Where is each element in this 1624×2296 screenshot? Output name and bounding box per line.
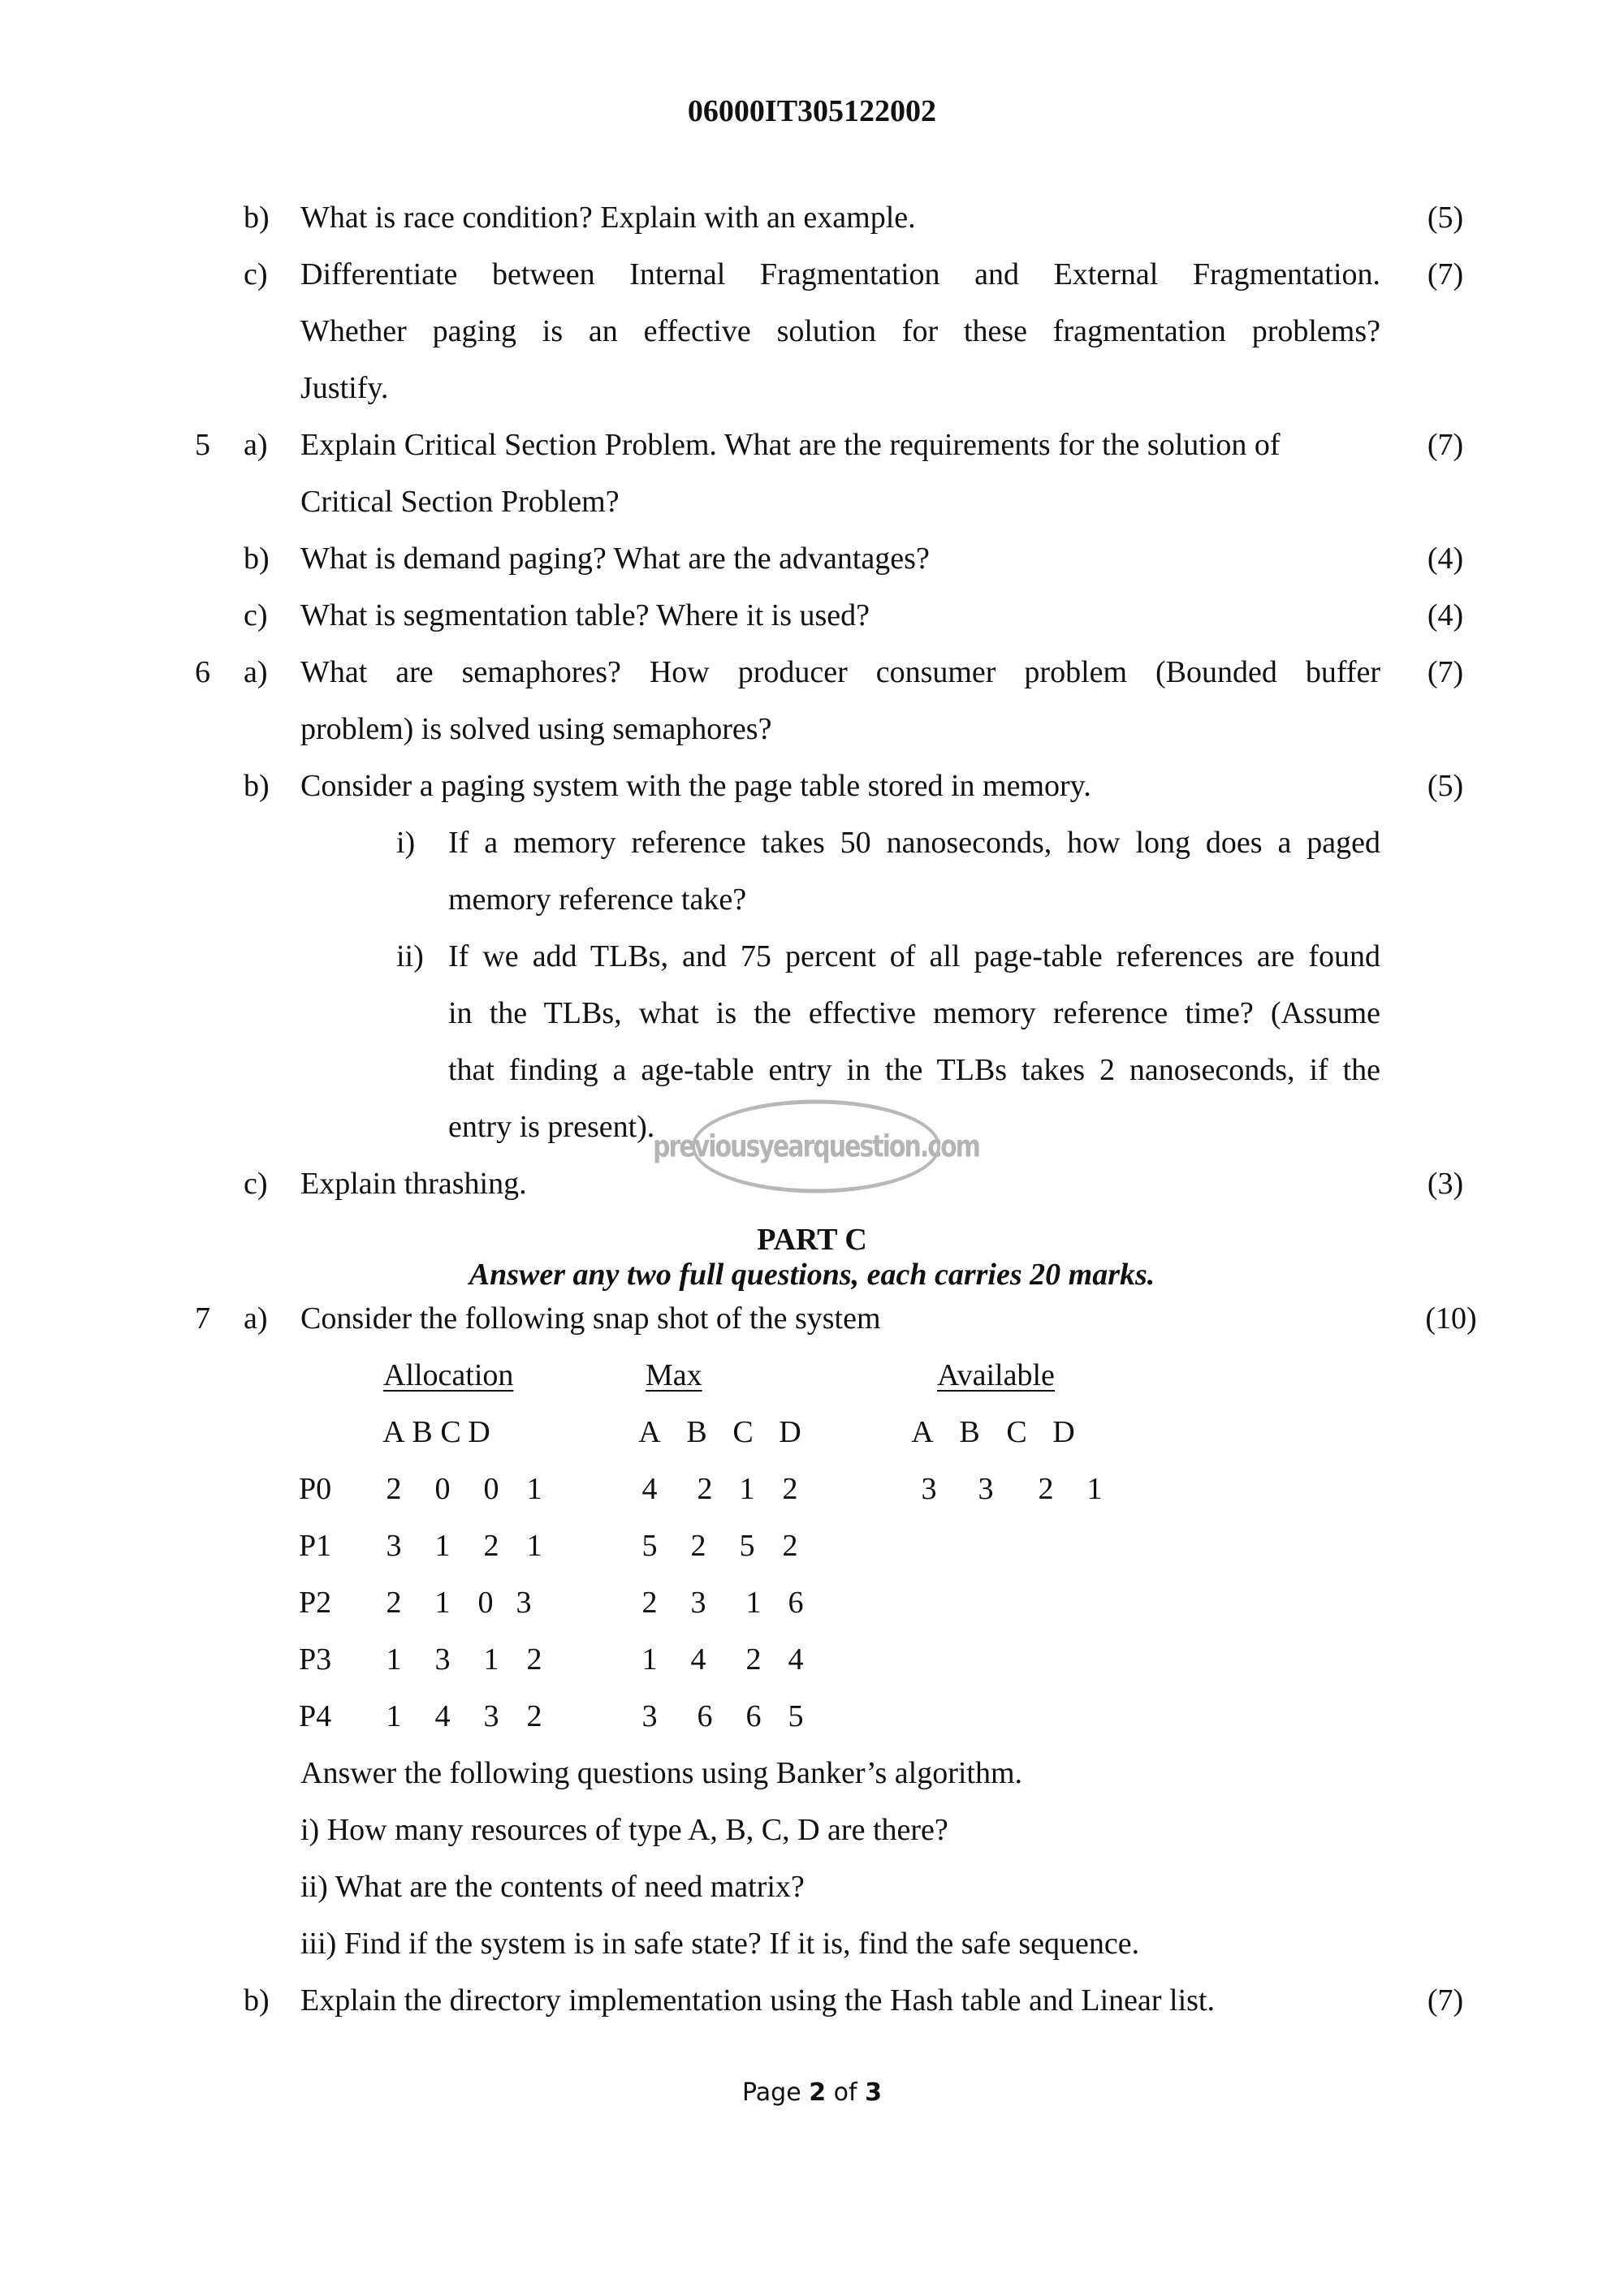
marks: (7): [1427, 1983, 1464, 2018]
page-middle: of: [826, 2078, 866, 2107]
marks: (5): [1427, 769, 1464, 803]
marks: (10): [1425, 1301, 1477, 1336]
max-value: 1: [641, 1642, 658, 1677]
resource-label: A: [911, 1415, 934, 1449]
question-label: b): [244, 1983, 270, 2018]
max-value: 4: [641, 1472, 658, 1506]
question-number: 5: [195, 428, 210, 462]
question-text-line: Justify.: [300, 371, 389, 405]
resource-label: A: [382, 1415, 405, 1449]
max-value: 4: [690, 1642, 706, 1677]
max-value: 3: [690, 1586, 706, 1620]
question-text: What is segmentation table? Where it is used?: [300, 598, 870, 632]
sub-question-text-line: that finding a age-table entry in the TLBs takes 2 nanoseconds, if the: [448, 1053, 1380, 1087]
allocation-value: 2: [386, 1586, 402, 1620]
banker-instruction: Answer the following questions using Banker’s algorithm.: [300, 1756, 1023, 1790]
table-header-allocation: Allocation: [383, 1358, 514, 1392]
question-label: a): [244, 1301, 268, 1336]
max-value: 5: [641, 1529, 658, 1563]
question-text-line: Explain Critical Section Problem. What are the requirements for the solution of: [300, 428, 1281, 462]
allocation-value: 0: [434, 1472, 451, 1506]
question-text-line: Whether paging is an effective solution for these fragmentation problems?: [300, 314, 1380, 348]
allocation-value: 2: [386, 1472, 402, 1506]
table-header-max: Max: [646, 1358, 702, 1392]
question-text-line: problem) is solved using semaphores?: [300, 712, 772, 746]
question-text: Consider the following snap shot of the system: [300, 1301, 881, 1336]
section-instruction: Answer any two full questions, each carries 20 marks.: [469, 1258, 1155, 1292]
question-label: c): [244, 1167, 268, 1201]
allocation-value: 4: [434, 1699, 451, 1733]
max-value: 2: [782, 1472, 798, 1506]
marks: (4): [1427, 542, 1464, 576]
allocation-value: 1: [434, 1529, 451, 1563]
max-value: 3: [641, 1699, 658, 1733]
question-label: a): [244, 655, 268, 689]
process-name: P3: [299, 1642, 332, 1677]
allocation-value: 1: [526, 1472, 542, 1506]
allocation-value: 2: [526, 1642, 542, 1677]
max-value: 1: [739, 1472, 755, 1506]
sub-question: iii) Find if the system is in safe state? If it is, find the safe sequence.: [300, 1927, 1140, 1961]
sub-question-text-line: entry is present).: [448, 1110, 655, 1144]
max-value: 5: [739, 1529, 755, 1563]
resource-label: D: [779, 1415, 801, 1449]
marks: (3): [1427, 1167, 1464, 1201]
sub-question: ii) What are the contents of need matrix?: [300, 1870, 805, 1904]
marks: (7): [1427, 428, 1464, 462]
max-value: 2: [745, 1642, 762, 1677]
page-footer: [0, 2078, 1624, 2107]
question-text: Explain thrashing.: [300, 1167, 527, 1201]
max-value: 6: [788, 1586, 804, 1620]
resource-label: B: [412, 1415, 433, 1449]
resource-label: D: [468, 1415, 490, 1449]
sub-question-text-line: memory reference take?: [448, 883, 747, 917]
marks: (7): [1427, 655, 1464, 689]
available-value: 2: [1038, 1472, 1054, 1506]
allocation-value: 0: [483, 1472, 499, 1506]
question-number: 6: [195, 655, 210, 689]
table-header-available: Available: [937, 1358, 1055, 1392]
allocation-value: 3: [434, 1642, 451, 1677]
question-number: 7: [195, 1301, 210, 1336]
question-label: b): [244, 201, 270, 235]
sub-question-text-line: If we add TLBs, and 75 percent of all page-table references are found: [448, 939, 1380, 973]
watermark-text: previousyearquestion.com: [653, 1129, 979, 1164]
page-prefix: Page: [742, 2078, 810, 2107]
process-name: P0: [299, 1472, 332, 1506]
resource-label: C: [1006, 1415, 1027, 1449]
allocation-value: 1: [386, 1642, 402, 1677]
question-text: What is demand paging? What are the advantages?: [300, 542, 930, 576]
allocation-value: 3: [386, 1529, 402, 1563]
allocation-value: 3: [483, 1699, 499, 1733]
marks: (4): [1427, 598, 1464, 632]
question-label: b): [244, 769, 270, 803]
allocation-value: 2: [526, 1699, 542, 1733]
max-value: 4: [788, 1642, 804, 1677]
available-value: 3: [978, 1472, 994, 1506]
allocation-value: 0: [477, 1586, 494, 1620]
question-text-line: Critical Section Problem?: [300, 485, 620, 519]
available-value: 1: [1086, 1472, 1103, 1506]
allocation-value: 2: [483, 1529, 499, 1563]
sub-question-text-line: If a memory reference takes 50 nanoseconds, how long does a paged: [448, 826, 1380, 860]
marks: (5): [1427, 201, 1464, 235]
sub-question-label: ii): [396, 939, 424, 973]
allocation-value: 1: [483, 1642, 499, 1677]
page-total: 3: [865, 2078, 882, 2107]
max-value: 2: [697, 1472, 713, 1506]
allocation-value: 1: [434, 1586, 451, 1620]
allocation-value: 1: [526, 1529, 542, 1563]
allocation-value: 1: [386, 1699, 402, 1733]
question-text-line: What are semaphores? How producer consumer problem (Bounded buffer: [300, 655, 1380, 689]
marks: (7): [1427, 257, 1464, 291]
sub-question-text-line: in the TLBs, what is the effective memory reference time? (Assume: [448, 996, 1380, 1030]
process-name: P1: [299, 1529, 332, 1563]
resource-label: B: [959, 1415, 980, 1449]
question-label: b): [244, 542, 270, 576]
section-title: PART C: [757, 1223, 867, 1257]
max-value: 6: [697, 1699, 713, 1733]
max-value: 2: [782, 1529, 798, 1563]
sub-question-label: i): [396, 826, 416, 860]
question-text-line: Differentiate between Internal Fragmentation and External Fragmentation.: [300, 257, 1380, 291]
max-value: 2: [641, 1586, 658, 1620]
question-label: c): [244, 257, 268, 291]
question-label: a): [244, 428, 268, 462]
sub-question: i) How many resources of type A, B, C, D are there?: [300, 1813, 948, 1847]
question-text: Consider a paging system with the page table stored in memory.: [300, 769, 1091, 803]
resource-label: A: [638, 1415, 661, 1449]
question-text: What is race condition? Explain with an example.: [300, 201, 916, 235]
process-name: P4: [299, 1699, 332, 1733]
max-value: 5: [788, 1699, 804, 1733]
available-value: 3: [921, 1472, 937, 1506]
process-name: P2: [299, 1586, 332, 1620]
question-text: Explain the directory implementation using the Hash table and Linear list.: [300, 1983, 1215, 2018]
resource-label: B: [686, 1415, 707, 1449]
resource-label: D: [1052, 1415, 1075, 1449]
question-label: c): [244, 598, 268, 632]
max-value: 6: [745, 1699, 762, 1733]
resource-label: C: [440, 1415, 461, 1449]
max-value: 2: [690, 1529, 706, 1563]
page-current: 2: [809, 2078, 827, 2107]
resource-label: C: [732, 1415, 754, 1449]
document-code: 06000IT305122002: [687, 94, 937, 128]
allocation-value: 3: [516, 1586, 532, 1620]
max-value: 1: [745, 1586, 762, 1620]
